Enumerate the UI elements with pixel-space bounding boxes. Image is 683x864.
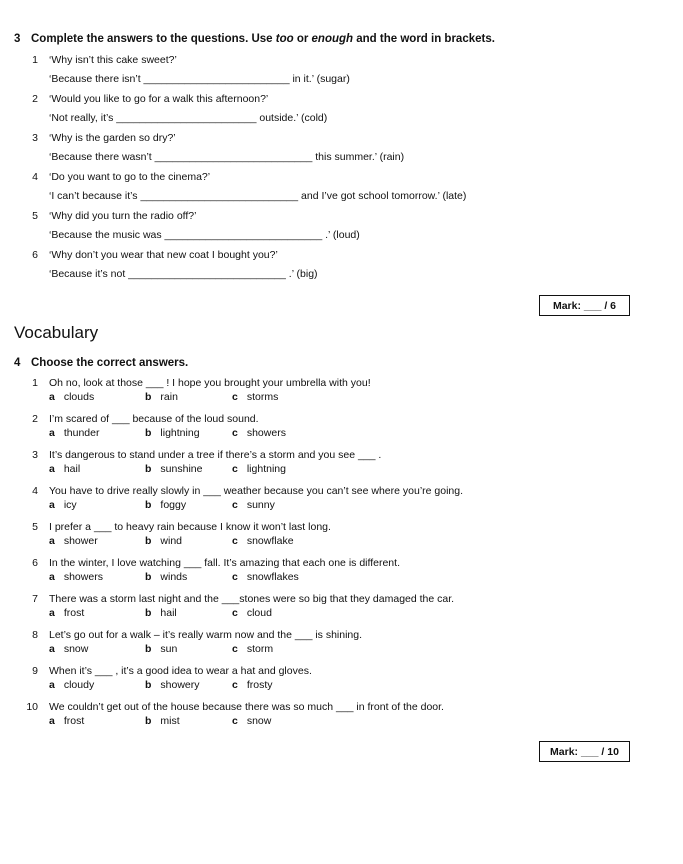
option-letter: c <box>232 715 238 727</box>
option-text: rain <box>160 391 178 403</box>
option-text: lightning <box>160 427 200 439</box>
option-text: showers <box>246 427 286 439</box>
answer-line[interactable]: ‘I can’t because it’s ___________________________ and I’ve got school tomorrow.’ (late) <box>49 190 467 202</box>
question-number: 3 <box>32 132 38 144</box>
option-letter: b <box>145 463 152 475</box>
option-letter: b <box>145 499 152 511</box>
answer-line[interactable]: ‘Because it’s not ___________________________ .’ (big) <box>49 268 318 280</box>
question-number: 1 <box>32 377 38 389</box>
answer-option-a[interactable] <box>49 535 98 547</box>
option-text: snowflake <box>246 535 294 547</box>
question-number: 5 <box>32 521 38 533</box>
question-text: Oh no, look at those ___ ! I hope you brought your umbrella with you! <box>49 377 371 389</box>
question-text: ‘Why is the garden so dry?’ <box>49 132 176 144</box>
option-text: snowflakes <box>246 571 299 583</box>
option-letter: a <box>49 391 55 403</box>
option-letter: a <box>49 679 55 691</box>
option-text: frost <box>63 715 85 727</box>
option-letter: b <box>145 391 152 403</box>
answer-option-c[interactable] <box>232 607 272 619</box>
answer-line[interactable]: ‘Because there isn’t _________________________ in it.’ (sugar) <box>49 73 350 85</box>
question-text: I prefer a ___ to heavy rain because I know it won’t last long. <box>49 521 331 533</box>
question-number: 8 <box>32 629 38 641</box>
option-letter: c <box>232 499 238 511</box>
question-text: ‘Would you like to go for a walk this afternoon?’ <box>49 93 269 105</box>
option-text: hail <box>63 463 81 475</box>
option-text: clouds <box>63 391 95 403</box>
option-text: frost <box>63 607 85 619</box>
option-letter: c <box>232 679 238 691</box>
option-text: showery <box>160 679 200 691</box>
option-letter: b <box>145 427 152 439</box>
answer-line[interactable]: ‘Not really, it’s ________________________ outside.’ (cold) <box>49 112 328 124</box>
question-text: There was a storm last night and the ___stones were so big that they damaged the car. <box>49 593 455 605</box>
answer-option-b[interactable] <box>145 463 202 475</box>
answer-option-c[interactable] <box>232 715 271 727</box>
answer-line[interactable]: ‘Because there wasn’t ___________________________ this summer.’ (rain) <box>49 151 405 163</box>
question-text: Let’s go out for a walk – it’s really warm now and the ___ is shining. <box>49 629 363 641</box>
option-text: frosty <box>246 679 273 691</box>
question-text: We couldn’t get out of the house because there was so much ___ in front of the door. <box>49 701 444 713</box>
question-text: ‘Do you want to go to the cinema?’ <box>49 171 211 183</box>
option-text: winds <box>160 571 188 583</box>
question-number: 5 <box>32 210 38 222</box>
exercise-3-mark-box[interactable]: Mark: ___ / 6 <box>539 295 630 316</box>
option-letter: a <box>49 463 55 475</box>
option-letter: c <box>232 535 238 547</box>
option-letter: b <box>145 643 152 655</box>
question-number: 1 <box>32 54 38 66</box>
answer-option-a[interactable] <box>49 463 80 475</box>
option-text: hail <box>160 607 177 619</box>
answer-option-b[interactable] <box>145 499 186 511</box>
exercise-4-number: 4 <box>14 357 21 369</box>
option-letter: a <box>49 715 55 727</box>
option-text: sunny <box>246 499 275 511</box>
question-number: 10 <box>26 701 38 713</box>
answer-option-b[interactable] <box>145 607 177 619</box>
answer-option-c[interactable] <box>232 391 278 403</box>
option-text: shower <box>63 535 98 547</box>
question-number: 3 <box>32 449 38 461</box>
answer-option-c[interactable] <box>232 535 294 547</box>
option-letter: c <box>232 607 238 619</box>
answer-option-a[interactable] <box>49 391 94 403</box>
question-number: 6 <box>32 557 38 569</box>
option-text: icy <box>63 499 77 511</box>
answer-option-a[interactable] <box>49 427 99 439</box>
answer-option-c[interactable] <box>232 679 273 691</box>
question-text: ‘Why did you turn the radio off?’ <box>49 210 197 222</box>
option-letter: c <box>232 571 238 583</box>
exercise-4-mark-box[interactable]: Mark: ___ / 10 <box>539 741 630 762</box>
answer-option-a[interactable] <box>49 643 88 655</box>
option-text: mist <box>160 715 180 727</box>
option-letter: a <box>49 607 55 619</box>
option-letter: c <box>232 427 238 439</box>
option-letter: b <box>145 607 152 619</box>
option-text: cloud <box>246 607 272 619</box>
answer-option-a[interactable] <box>49 499 77 511</box>
option-text: snow <box>246 715 272 727</box>
option-text: storm <box>246 643 274 655</box>
option-letter: a <box>49 571 55 583</box>
option-letter: a <box>49 643 55 655</box>
answer-option-c[interactable] <box>232 643 273 655</box>
option-letter: c <box>232 391 238 403</box>
option-text: cloudy <box>63 679 95 691</box>
option-text: snow <box>63 643 89 655</box>
answer-option-c[interactable] <box>232 463 286 475</box>
question-text: When it’s ___ , it’s a good idea to wear a hat and gloves. <box>49 665 312 677</box>
answer-option-b[interactable] <box>145 427 200 439</box>
exercise-3-title: 3 Complete the answers to the questions. Use too or enough and the word in brackets. <box>14 33 495 45</box>
question-number: 2 <box>32 93 38 105</box>
question-number: 7 <box>32 593 38 605</box>
option-text: lightning <box>246 463 286 475</box>
option-letter: c <box>232 643 238 655</box>
option-text: showers <box>63 571 103 583</box>
option-letter: b <box>145 715 152 727</box>
option-letter: a <box>49 427 55 439</box>
question-number: 4 <box>32 171 38 183</box>
option-letter: b <box>145 679 152 691</box>
question-number: 6 <box>32 249 38 261</box>
question-text: In the winter, I love watching ___ fall. It’s amazing that each one is different. <box>49 557 400 569</box>
exercise-4-title: 4 Choose the correct answers. <box>14 357 189 369</box>
answer-option-b[interactable] <box>145 715 180 727</box>
answer-option-a[interactable] <box>49 715 84 727</box>
exercise-3-number: 3 <box>14 33 21 45</box>
question-number: 4 <box>32 485 38 497</box>
option-letter: c <box>232 463 238 475</box>
answer-option-b[interactable] <box>145 679 200 691</box>
answer-option-b[interactable] <box>145 391 178 403</box>
option-letter: a <box>49 499 55 511</box>
answer-option-b[interactable] <box>145 571 187 583</box>
option-text: sun <box>160 643 178 655</box>
option-text: sunshine <box>160 463 203 475</box>
answer-option-b[interactable] <box>145 643 177 655</box>
option-text: wind <box>160 535 183 547</box>
option-text: thunder <box>63 427 100 439</box>
answer-option-b[interactable] <box>145 535 182 547</box>
answer-line[interactable]: ‘Because the music was ___________________________ .’ (loud) <box>49 229 360 241</box>
section-heading: Vocabulary <box>14 323 99 342</box>
answer-option-c[interactable] <box>232 499 275 511</box>
question-text: I’m scared of ___ because of the loud sound. <box>49 413 259 425</box>
option-text: storms <box>246 391 279 403</box>
question-text: It’s dangerous to stand under a tree if there’s a storm and you see ___ . <box>49 449 382 461</box>
answer-option-c[interactable] <box>232 427 286 439</box>
question-text: ‘Why isn’t this cake sweet?’ <box>49 54 177 66</box>
answer-option-a[interactable] <box>49 679 94 691</box>
option-letter: a <box>49 535 55 547</box>
answer-option-c[interactable] <box>232 571 299 583</box>
option-text: foggy <box>160 499 187 511</box>
option-letter: b <box>145 535 152 547</box>
answer-option-a[interactable] <box>49 571 103 583</box>
question-text: You have to drive really slowly in ___ weather because you can’t see where you’re going. <box>49 485 464 497</box>
question-number: 9 <box>32 665 38 677</box>
answer-option-a[interactable] <box>49 607 84 619</box>
question-text: ‘Why don’t you wear that new coat I bought you?’ <box>49 249 278 261</box>
question-number: 2 <box>32 413 38 425</box>
option-letter: b <box>145 571 152 583</box>
